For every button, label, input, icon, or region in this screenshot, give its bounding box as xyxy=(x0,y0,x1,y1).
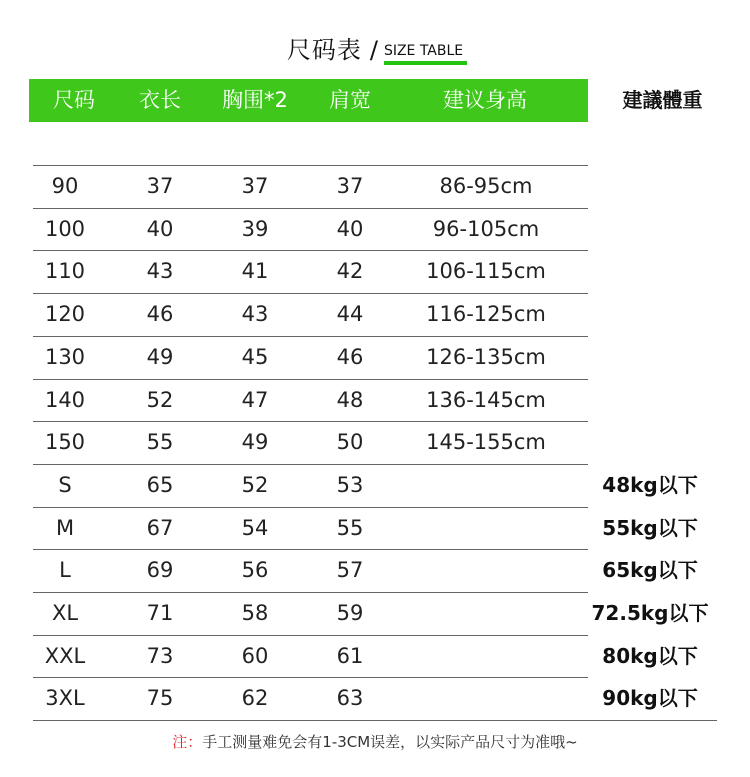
cell-length: 37 xyxy=(146,174,174,198)
cell-shoulder: 55 xyxy=(336,516,364,540)
cell-shoulder: 42 xyxy=(336,259,364,283)
cell-height: 145-155cm xyxy=(426,430,546,454)
cell-size: XXL xyxy=(44,644,86,668)
cell-length: 49 xyxy=(146,345,174,369)
cell-weight: 48kg以下 xyxy=(602,473,698,497)
row-divider xyxy=(33,592,588,593)
measurement-note xyxy=(0,731,750,752)
cell-shoulder: 44 xyxy=(336,302,364,326)
cell-length: 71 xyxy=(146,601,174,625)
cell-height: 116-125cm xyxy=(426,302,546,326)
cell-chest: 60 xyxy=(241,644,269,668)
cell-shoulder: 59 xyxy=(336,601,364,625)
cell-chest: 41 xyxy=(241,259,269,283)
title-chinese: 尺码表 xyxy=(286,36,362,64)
cell-size: 110 xyxy=(44,259,86,283)
row-divider xyxy=(33,720,717,721)
cell-length: 75 xyxy=(146,686,174,710)
row-divider xyxy=(33,549,588,550)
cell-chest: 58 xyxy=(241,601,269,625)
cell-size: 3XL xyxy=(45,686,85,710)
cell-height: 96-105cm xyxy=(432,217,540,241)
cell-shoulder: 61 xyxy=(336,644,364,668)
cell-chest: 52 xyxy=(241,473,269,497)
cell-length: 52 xyxy=(146,388,174,412)
cell-weight: 55kg以下 xyxy=(602,516,698,540)
cell-size: 120 xyxy=(44,302,86,326)
cell-length: 69 xyxy=(146,558,174,582)
cell-length: 55 xyxy=(146,430,174,454)
cell-size: 100 xyxy=(44,217,86,241)
cell-size: 140 xyxy=(44,388,86,412)
cell-weight: 80kg以下 xyxy=(602,644,698,668)
header-weight: 建議體重 xyxy=(622,88,703,112)
cell-shoulder: 46 xyxy=(336,345,364,369)
cell-chest: 47 xyxy=(241,388,269,412)
cell-height: 136-145cm xyxy=(426,388,546,412)
header-size: 尺码 xyxy=(53,88,95,112)
cell-chest: 43 xyxy=(241,302,269,326)
cell-weight: 72.5kg以下 xyxy=(591,601,709,625)
cell-chest: 49 xyxy=(241,430,269,454)
cell-chest: 62 xyxy=(241,686,269,710)
cell-shoulder: 57 xyxy=(336,558,364,582)
table-header-bar xyxy=(29,79,588,122)
cell-height: 86-95cm xyxy=(439,174,533,198)
row-divider xyxy=(33,464,588,465)
cell-length: 65 xyxy=(146,473,174,497)
cell-size: 150 xyxy=(44,430,86,454)
size-table-title xyxy=(0,30,750,65)
cell-length: 43 xyxy=(146,259,174,283)
cell-size: 90 xyxy=(51,174,79,198)
row-divider xyxy=(33,677,588,678)
cell-shoulder: 37 xyxy=(336,174,364,198)
cell-size: M xyxy=(55,516,75,540)
cell-length: 73 xyxy=(146,644,174,668)
cell-size: 130 xyxy=(44,345,86,369)
cell-chest: 37 xyxy=(241,174,269,198)
header-length: 衣长 xyxy=(139,88,181,112)
cell-shoulder: 53 xyxy=(336,473,364,497)
row-divider xyxy=(33,635,588,636)
title-english: SIZE TABLE xyxy=(383,43,464,59)
row-divider xyxy=(33,507,588,508)
cell-shoulder: 40 xyxy=(336,217,364,241)
cell-length: 40 xyxy=(146,217,174,241)
cell-chest: 56 xyxy=(241,558,269,582)
note-prefix: 注： xyxy=(172,733,203,751)
cell-size: L xyxy=(59,558,71,582)
title-separator: / xyxy=(369,36,378,64)
header-height: 建议身高 xyxy=(443,88,527,112)
cell-shoulder: 63 xyxy=(336,686,364,710)
note-text: 手工测量难免会有1-3CM误差，以实际产品尺寸为准哦~ xyxy=(202,733,578,751)
cell-height: 126-135cm xyxy=(426,345,546,369)
cell-shoulder: 50 xyxy=(336,430,364,454)
cell-size: XL xyxy=(51,601,79,625)
header-chest: 胸围*2 xyxy=(222,88,288,112)
cell-chest: 45 xyxy=(241,345,269,369)
cell-chest: 39 xyxy=(241,217,269,241)
cell-length: 46 xyxy=(146,302,174,326)
cell-length: 67 xyxy=(146,516,174,540)
cell-weight: 65kg以下 xyxy=(602,558,698,582)
cell-shoulder: 48 xyxy=(336,388,364,412)
cell-height: 106-115cm xyxy=(426,259,546,283)
cell-chest: 54 xyxy=(241,516,269,540)
cell-weight: 90kg以下 xyxy=(602,686,698,710)
header-shoulder: 肩宽 xyxy=(329,88,371,112)
cell-size: S xyxy=(58,473,72,497)
